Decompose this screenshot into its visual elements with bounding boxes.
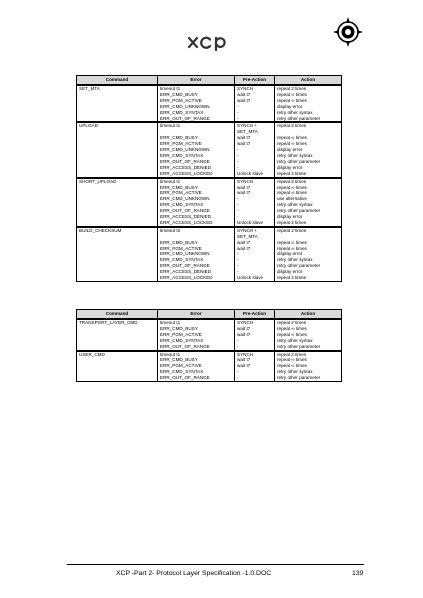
error-cell: ERR_CMD_BUSY — [158, 326, 235, 332]
action-cell: repeat ∞ times — [275, 185, 342, 191]
pre-action-cell: Unlock slave — [235, 171, 275, 178]
pre-action-cell: wait t7 — [235, 240, 275, 246]
error-cell: ERR_CMD_BUSY — [158, 357, 235, 363]
table-row — [77, 220, 342, 227]
action-cell: repeat ∞ times — [275, 363, 342, 369]
action-cell: repeat ∞ times — [275, 92, 342, 98]
pre-action-cell: - — [235, 214, 275, 220]
action-cell: repeat 2 times — [275, 227, 342, 234]
column-header-error: Error — [158, 76, 235, 86]
column-header-error: Error — [158, 310, 235, 320]
error-cell: ERR_PGM_ACTIVE — [158, 190, 235, 196]
column-header-action: Action — [275, 310, 342, 320]
error-cell: ERR_PGM_ACTIVE — [158, 246, 235, 252]
action-cell: repeat ∞ times — [275, 240, 342, 246]
error-handling-table-1 — [76, 75, 342, 282]
error-cell: ERR_OUT_OF_RANGE — [158, 159, 235, 165]
action-cell: repeat ∞ times — [275, 332, 342, 338]
logo-text: xcp — [210, 50, 212, 51]
pre-action-cell: wait t7 — [235, 141, 275, 147]
command-cell — [77, 344, 158, 351]
pre-action-cell: wait t7 — [235, 246, 275, 252]
error-cell: ERR_ACCESS_DENIED — [158, 214, 235, 220]
pre-action-cell: - — [235, 147, 275, 153]
error-cell: timeout t1 — [158, 351, 235, 358]
action-cell: repeat ∞ times — [275, 246, 342, 252]
pre-action-cell: - — [235, 369, 275, 375]
pre-action-cell: SET_MTA — [235, 234, 275, 240]
error-cell: ERR_PGM_ACTIVE — [158, 98, 235, 104]
error-cell: timeout t1 — [158, 122, 235, 129]
action-cell: repeat 2 times — [275, 85, 342, 92]
action-cell: repeat ∞ times — [275, 357, 342, 363]
table-row — [77, 275, 342, 281]
table-row — [77, 375, 342, 381]
command-cell — [77, 220, 158, 227]
error-cell: ERR_CMD_BUSY — [158, 135, 235, 141]
column-header-action: Action — [275, 76, 342, 86]
pre-action-cell: wait t7 — [235, 98, 275, 104]
table-row — [77, 178, 342, 185]
action-cell: retry other parameter — [275, 116, 342, 123]
error-cell: ERR_CMD_SYNTAX — [158, 153, 235, 159]
pre-action-cell: - — [235, 208, 275, 214]
action-cell: retry other parameter — [275, 263, 342, 269]
column-header-command: Command — [77, 76, 158, 86]
command-cell — [77, 275, 158, 281]
error-cell: ERR_OUT_OF_RANGE — [158, 208, 235, 214]
table-row — [77, 227, 342, 234]
action-cell: display error — [275, 214, 342, 220]
error-cell: ERR_CMD_SYNTAX — [158, 110, 235, 116]
pre-action-cell: SET_MTA — [235, 129, 275, 135]
xcp-logo — [186, 31, 234, 51]
table-row — [77, 319, 342, 326]
action-cell: repeat 2 times — [275, 171, 342, 178]
command-cell: SHORT_UPLOAD — [77, 178, 158, 185]
action-cell: retry other syntax — [275, 369, 342, 375]
table-body — [77, 85, 342, 282]
action-cell: display error — [275, 147, 342, 153]
pre-action-cell: wait t7 — [235, 190, 275, 196]
error-cell: ERR_CMD_UNKNOWN — [158, 147, 235, 153]
pre-action-cell: - — [235, 263, 275, 269]
action-cell: display error — [275, 251, 342, 257]
column-header-command: Command — [77, 310, 158, 320]
action-cell: repeat 2 times — [275, 122, 342, 129]
error-cell: ERR_OUT_OF_RANGE — [158, 116, 235, 123]
action-cell: use alternative — [275, 196, 342, 202]
error-cell: ERR_ACCESS_LOCKED — [158, 275, 235, 281]
action-cell: retry other parameter — [275, 208, 342, 214]
action-cell: display error — [275, 165, 342, 171]
error-cell: ERR_CMD_UNKNOWN — [158, 196, 235, 202]
action-cell: retry other syntax — [275, 110, 342, 116]
pre-action-cell: wait t7 — [235, 185, 275, 191]
action-cell: repeat ∞ times — [275, 135, 342, 141]
action-cell: repeat 2 times — [275, 275, 342, 281]
pre-action-cell: Unlock slave — [235, 220, 275, 227]
pre-action-cell: Unlock slave — [235, 275, 275, 281]
table-body — [77, 319, 342, 382]
action-cell: retry other syntax — [275, 257, 342, 263]
pre-action-cell: - — [235, 110, 275, 116]
pre-action-cell: wait t7 — [235, 332, 275, 338]
command-cell: SET_MTA — [77, 85, 158, 92]
footer-document-title: XCP -Part 2- Protocol Layer Specification -1.0.DOC — [116, 570, 272, 577]
action-cell: repeat ∞ times — [275, 141, 342, 147]
error-cell: ERR_PGM_ACTIVE — [158, 332, 235, 338]
pre-action-cell: SYNCH — [235, 178, 275, 185]
action-cell: retry other syntax — [275, 202, 342, 208]
action-cell: repeat 2 times — [275, 319, 342, 326]
pre-action-cell: - — [235, 153, 275, 159]
pre-action-cell: wait t7 — [235, 326, 275, 332]
pre-action-cell: SYNCH + — [235, 227, 275, 234]
error-cell: ERR_OUT_OF_RANGE — [158, 375, 235, 381]
action-cell: repeat ∞ times — [275, 326, 342, 332]
command-cell — [77, 375, 158, 381]
pre-action-cell: wait t7 — [235, 135, 275, 141]
error-cell: ERR_CMD_SYNTAX — [158, 369, 235, 375]
error-cell: timeout t2 — [158, 227, 235, 234]
pre-action-cell: - — [235, 344, 275, 351]
error-cell: ERR_CMD_BUSY — [158, 92, 235, 98]
action-cell: display error — [275, 104, 342, 110]
error-cell: ERR_CMD_BUSY — [158, 185, 235, 191]
table-row — [77, 344, 342, 351]
error-cell: ERR_CMD_SYNTAX — [158, 257, 235, 263]
pre-action-cell: SYNCH — [235, 351, 275, 358]
pre-action-cell: - — [235, 165, 275, 171]
table-row — [77, 122, 342, 129]
table-row — [77, 351, 342, 358]
action-cell: retry other syntax — [275, 153, 342, 159]
command-cell: USER_CMD — [77, 351, 158, 358]
table-row — [77, 85, 342, 92]
pre-action-cell: - — [235, 159, 275, 165]
pre-action-cell: SYNCH — [235, 85, 275, 92]
error-cell: ERR_PGM_ACTIVE — [158, 363, 235, 369]
error-cell: ERR_CMD_SYNTAX — [158, 202, 235, 208]
pre-action-cell: - — [235, 375, 275, 381]
pre-action-cell: - — [235, 251, 275, 257]
pre-action-cell: - — [235, 338, 275, 344]
command-cell — [77, 116, 158, 123]
footer-rule — [67, 564, 364, 565]
action-cell: repeat 2 times — [275, 220, 342, 227]
error-cell: ERR_OUT_OF_RANGE — [158, 263, 235, 269]
error-cell: timeout t1 — [158, 85, 235, 92]
action-cell: retry other parameter — [275, 344, 342, 351]
pre-action-cell: wait t7 — [235, 92, 275, 98]
pre-action-cell: wait t7 — [235, 363, 275, 369]
error-cell: ERR_ACCESS_LOCKED — [158, 171, 235, 178]
column-header-pre-action: Pre-Action — [235, 310, 275, 320]
error-cell: ERR_CMD_UNKNOWN — [158, 251, 235, 257]
table-row — [77, 116, 342, 123]
action-cell: repeat ∞ times — [275, 190, 342, 196]
error-cell: ERR_ACCESS_LOCKED — [158, 220, 235, 227]
command-cell: UPLOAD — [77, 122, 158, 129]
error-cell: ERR_OUT_OF_RANGE — [158, 344, 235, 351]
command-cell — [77, 171, 158, 178]
action-cell: retry other parameter — [275, 159, 342, 165]
pre-action-cell: - — [235, 269, 275, 275]
error-cell: ERR_ACCESS_DENIED — [158, 165, 235, 171]
action-cell: repeat 2 times — [275, 178, 342, 185]
command-cell: TRANSPORT_LAYER_CMD — [77, 319, 158, 326]
pre-action-cell: - — [235, 104, 275, 110]
action-cell: retry other parameter — [275, 375, 342, 381]
pre-action-cell: SYNCH + — [235, 122, 275, 129]
action-cell: retry other syntax — [275, 338, 342, 344]
pre-action-cell: - — [235, 116, 275, 123]
action-cell: display error — [275, 269, 342, 275]
error-cell: ERR_PGM_ACTIVE — [158, 141, 235, 147]
error-cell: ERR_CMD_UNKNOWN — [158, 104, 235, 110]
compass-emblem-icon — [333, 17, 363, 47]
error-cell: ERR_CMD_BUSY — [158, 240, 235, 246]
pre-action-cell: - — [235, 202, 275, 208]
error-cell: timeout t1 — [158, 178, 235, 185]
action-cell: repeat 2 times — [275, 351, 342, 358]
footer-page-number: 139 — [352, 570, 364, 577]
command-cell: BUILD_CHECKSUM — [77, 227, 158, 234]
pre-action-cell: - — [235, 257, 275, 263]
error-cell: ERR_ACCESS_DENIED — [158, 269, 235, 275]
error-cell: timeout t1 — [158, 319, 235, 326]
pre-action-cell: - — [235, 196, 275, 202]
action-cell: repeat ∞ times — [275, 98, 342, 104]
column-header-pre-action: Pre-Action — [235, 76, 275, 86]
pre-action-cell: wait t7 — [235, 357, 275, 363]
table-row — [77, 171, 342, 178]
error-cell: ERR_CMD_SYNTAX — [158, 338, 235, 344]
pre-action-cell: SYNCH — [235, 319, 275, 326]
error-handling-table-2 — [76, 309, 342, 382]
